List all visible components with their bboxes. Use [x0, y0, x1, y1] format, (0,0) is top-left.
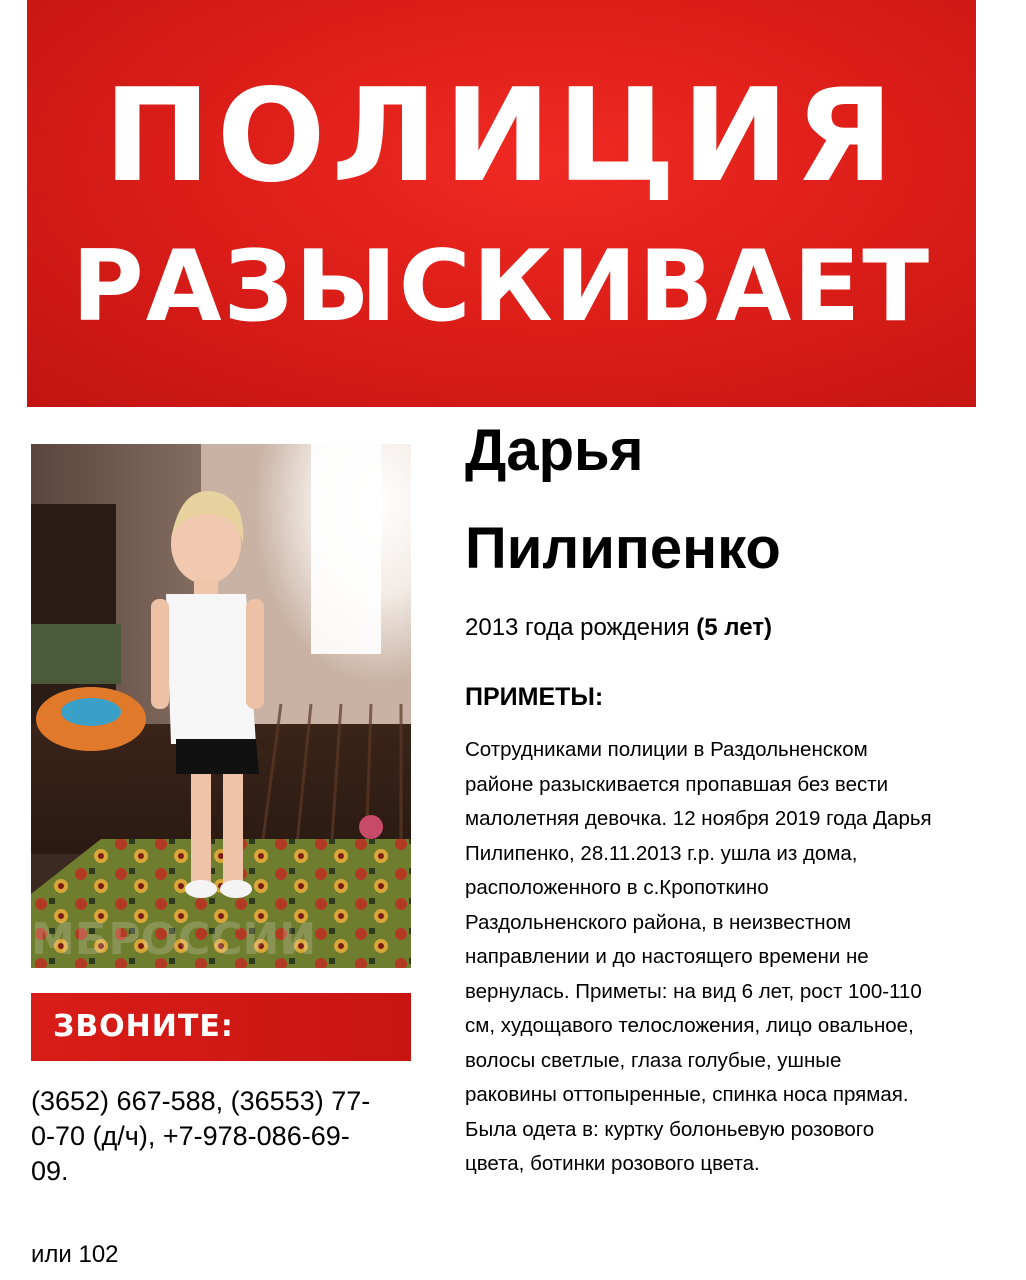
- banner-title-line2: РАЗЫСКИВАЕТ: [71, 230, 932, 344]
- age-text: (5 лет): [696, 614, 773, 641]
- banner: [27, 0, 976, 407]
- signs-heading: ПРИМЕТЫ:: [465, 683, 604, 711]
- person-last-name: Пилипенко: [465, 516, 781, 581]
- person-first-name: Дарья: [465, 418, 644, 483]
- birth-year-text: 2013 года рождения: [465, 614, 690, 641]
- birth-info: [465, 612, 772, 644]
- emergency-phone: или 102: [31, 1241, 119, 1268]
- missing-person-photo: [31, 444, 411, 968]
- call-label: ЗВОНИТЕ:: [53, 1009, 234, 1044]
- phone-numbers: (3652) 667-588, (36553) 77- 0-70 (д/ч), +7-978-086-69- 09.: [31, 1086, 371, 1186]
- call-banner: [31, 993, 411, 1061]
- photo-watermark: МБРОССИИ: [31, 914, 317, 965]
- banner-title-line1: ПОЛИЦИЯ: [103, 62, 900, 211]
- signs-description: Сотрудниками полиции в Раздольненском районе разыскивается пропавшая без вести малолетняя девочка. 12 ноября 2019 года Дарья Пилипенко, 28.11.2013 г.р. ушла из дома, расположенного в с.Кропоткино Раздольненского района, в неизвестном направлении и до настоящего времени не вернулась. Приметы: на вид 6 лет, рост 100-110 см, худощавого телосложения, лицо овальное, волосы светлые, глаза голубые, ушные раковины оттопыренные, спинка носа прямая. Была одета в: куртку болоньевую розового цвета, ботинки розового цвета.: [465, 738, 932, 1175]
